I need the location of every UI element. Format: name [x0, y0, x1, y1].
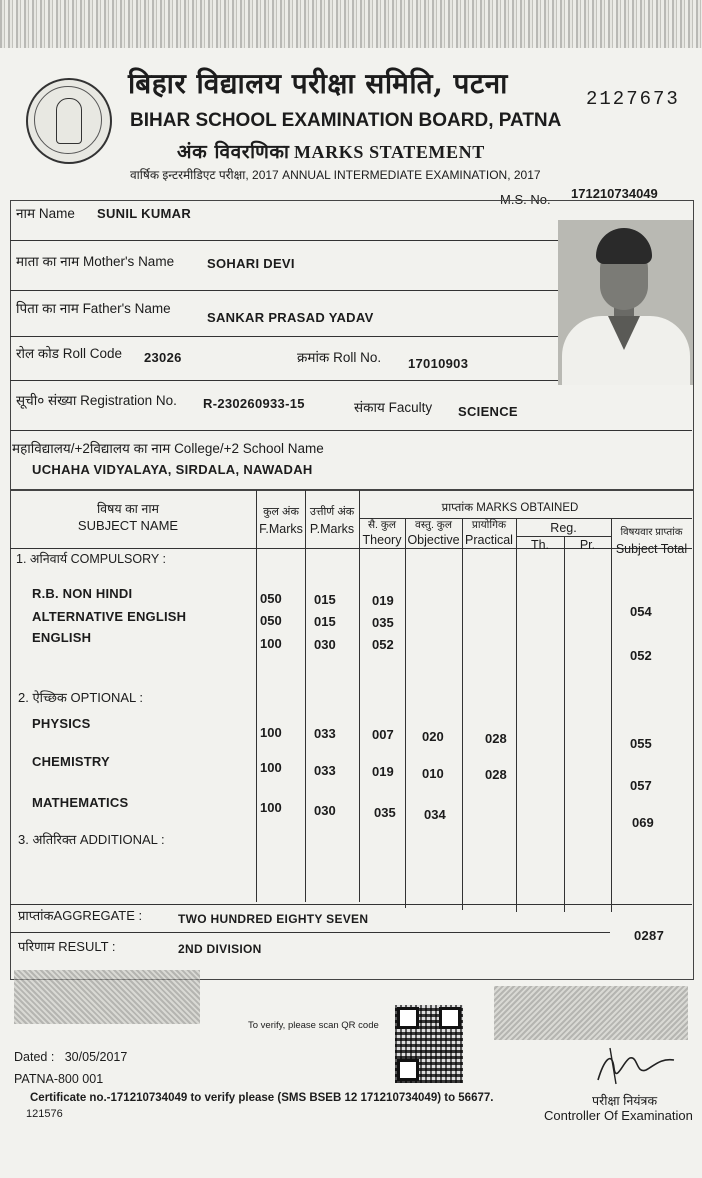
theory-cell: 052	[372, 637, 394, 652]
total-cell: 069	[632, 815, 654, 830]
verify-text: To verify, please scan QR code	[248, 1020, 379, 1031]
theory-cell: 007	[372, 727, 394, 742]
place-text: PATNA-800 001	[14, 1072, 104, 1086]
footer-code: 121576	[26, 1108, 63, 1120]
practical-header-en: Practical	[465, 533, 513, 547]
pmarks-cell: 030	[314, 803, 336, 818]
aggregate-value: 0287	[634, 928, 665, 943]
statement-title-english: MARKS STATEMENT	[293, 142, 485, 162]
mother-name: SOHARI DEVI	[207, 256, 295, 271]
objective-cell: 010	[422, 766, 444, 781]
title-hindi: बिहार विद्यालय परीक्षा समिति, पटना	[128, 67, 508, 100]
compulsory-heading: 1. अनिवार्य COMPULSORY :	[16, 552, 166, 566]
statement-title	[177, 138, 485, 164]
fmarks-cell: 100	[260, 636, 282, 651]
theory-cell: 019	[372, 593, 394, 608]
objective-header-hi: वस्तु. कुल	[415, 519, 452, 531]
total-header-en: Subject Total	[615, 542, 688, 556]
scan-noise-band	[0, 0, 702, 48]
aggregate-words: TWO HUNDRED EIGHTY SEVEN	[178, 912, 369, 926]
subject-header-hi: विषय का नाम	[96, 502, 160, 516]
subject-header-en: SUBJECT NAME	[77, 518, 179, 533]
exam-english: ANNUAL INTERMEDIATE EXAMINATION, 2017	[282, 168, 541, 182]
total-cell: 052	[630, 648, 652, 663]
subject-name: PHYSICS	[32, 716, 91, 731]
registration-label: सूची० संख्या Registration No.	[16, 393, 177, 408]
objective-cell: 020	[422, 729, 444, 744]
father-name: SANKAR PRASAD YADAV	[207, 310, 374, 325]
practical-cell: 028	[485, 731, 507, 746]
objective-cell: 034	[424, 807, 446, 822]
marks-obtained-header: प्राप्तांक MARKS OBTAINED	[441, 502, 579, 514]
fmarks-header-hi: कुल अंक	[263, 506, 299, 518]
fmarks-cell: 100	[260, 725, 282, 740]
theory-cell: 019	[372, 764, 394, 779]
fmarks-header-en: F.Marks	[259, 522, 303, 536]
subject-name: ALTERNATIVE ENGLISH	[32, 609, 187, 624]
total-header-hi: विषयवार प्राप्तांक	[620, 527, 683, 538]
optional-heading: 2. ऐच्छिक OPTIONAL :	[18, 690, 144, 705]
controller-english: Controller Of Examination	[544, 1108, 693, 1123]
title-english: BIHAR SCHOOL EXAMINATION BOARD, PATNA	[130, 110, 562, 131]
fmarks-cell: 100	[260, 760, 282, 775]
roll-no-value: 17010903	[408, 356, 469, 371]
pmarks-cell: 033	[314, 726, 336, 741]
pmarks-cell: 015	[314, 614, 336, 629]
subject-name: R.B. NON HINDI	[32, 586, 133, 601]
practical-cell: 028	[485, 767, 507, 782]
mother-label: माता का नाम Mother's Name	[16, 254, 175, 269]
father-label: पिता का नाम Father's Name	[16, 301, 171, 316]
pmarks-cell: 033	[314, 763, 336, 778]
practical-header-hi: प्रायोगिक	[471, 519, 507, 531]
pmarks-cell: 030	[314, 637, 336, 652]
name-label: नाम Name	[16, 206, 75, 221]
security-pattern	[14, 970, 200, 1024]
roll-code-label: रोल कोड Roll Code	[16, 346, 123, 361]
registration-value: R-230260933-15	[203, 396, 305, 411]
pmarks-header-en: P.Marks	[309, 522, 355, 536]
theory-header-hi: सै. कुल	[367, 519, 397, 531]
subject-name: MATHEMATICS	[32, 795, 129, 810]
pmarks-cell: 015	[314, 592, 336, 607]
reg-header: Reg.	[550, 521, 577, 535]
roll-no-label: क्रमांक Roll No.	[297, 350, 382, 365]
subject-name: CHEMISTRY	[32, 754, 110, 769]
total-cell: 055	[630, 736, 652, 751]
reg-pr-header: Pr.	[579, 538, 596, 552]
theory-cell: 035	[372, 615, 394, 630]
reg-th-header: Th.	[530, 538, 550, 552]
additional-heading: 3. अतिरिक्त ADDITIONAL :	[18, 832, 165, 847]
board-seal-icon	[26, 78, 112, 164]
objective-header-en: Objective	[407, 533, 460, 547]
aggregate-label: प्राप्तांकAGGREGATE :	[18, 908, 143, 923]
student-photo	[558, 220, 693, 385]
certificate-text: Certificate no.-171210734049 to verify please (SMS BSEB 12 171210734049) to 56677.	[30, 1092, 494, 1104]
pmarks-header-hi: उत्तीर्ण अंक	[309, 506, 355, 518]
serial-number: 2127673	[586, 88, 680, 110]
security-pattern	[494, 986, 688, 1040]
college-value: UCHAHA VIDYALAYA, SIRDALA, NAWADAH	[32, 462, 313, 477]
total-cell: 054	[630, 604, 652, 619]
exam-line	[130, 166, 541, 183]
dated-line: Dated : 30/05/2017	[14, 1050, 128, 1064]
fmarks-cell: 050	[260, 591, 282, 606]
statement-title-hindi: अंक विवरणिका	[177, 141, 290, 163]
fmarks-cell: 050	[260, 613, 282, 628]
controller-hindi: परीक्षा नियंत्रक	[592, 1094, 658, 1108]
theory-cell: 035	[374, 805, 396, 820]
college-label: महाविद्यालय/+2विद्यालय का नाम College/+2 School Name	[12, 441, 324, 456]
faculty-value: SCIENCE	[458, 404, 518, 419]
qr-code-icon	[395, 1005, 463, 1083]
signature-icon	[590, 1040, 680, 1090]
roll-code-value: 23026	[144, 350, 182, 365]
subject-name: ENGLISH	[32, 630, 92, 645]
theory-header-en: Theory	[362, 533, 402, 547]
result-label: परिणाम RESULT :	[18, 939, 116, 954]
fmarks-cell: 100	[260, 800, 282, 815]
ms-no-label: M.S. No.	[500, 192, 551, 207]
division-value: 2ND DIVISION	[178, 942, 262, 956]
faculty-label: संकाय Faculty	[354, 400, 433, 415]
exam-hindi: वार्षिक इन्टरमीडिएट परीक्षा, 2017	[130, 168, 279, 182]
ms-no-value: 171210734049	[571, 186, 658, 201]
total-cell: 057	[630, 778, 652, 793]
student-name: SUNIL KUMAR	[97, 206, 192, 221]
